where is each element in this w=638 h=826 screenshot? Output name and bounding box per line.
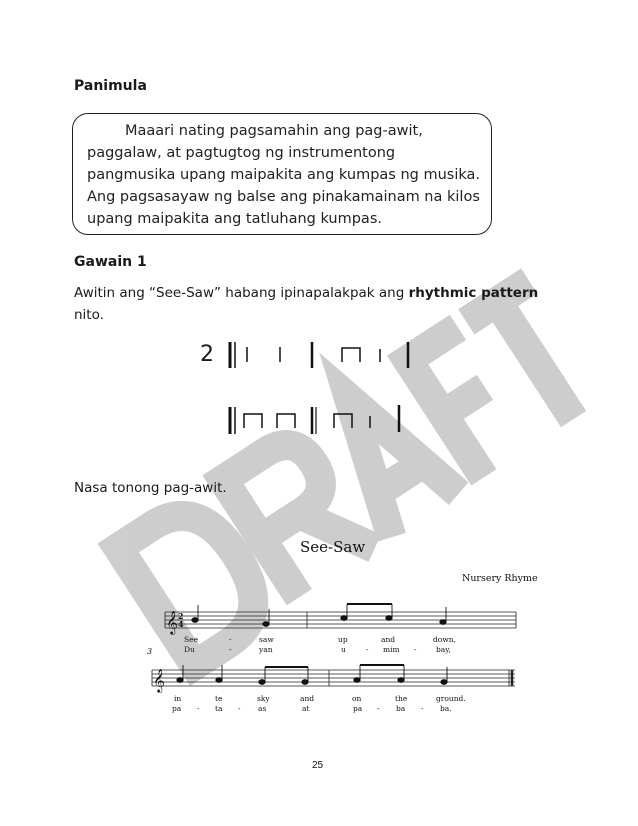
lyric: on — [352, 694, 362, 703]
lyric: up — [338, 635, 348, 644]
instruction-text: Awitin ang “See-Saw” habang ipinapalakpak ang — [74, 285, 409, 301]
lyric: and — [381, 635, 396, 644]
lyric: bay, — [436, 645, 451, 654]
instruction-bold: rhythmic pattern — [408, 285, 539, 301]
lyric: See — [184, 635, 199, 644]
lyric: down, — [433, 635, 456, 644]
lyric: - — [366, 645, 369, 654]
lyric: pa — [172, 704, 182, 713]
lyric: Du — [184, 645, 195, 654]
lyric: ba. — [440, 704, 452, 713]
lyric: saw — [259, 635, 274, 644]
lyric: mim — [383, 645, 400, 654]
lyric: pa — [353, 704, 363, 713]
page-number: 25 — [312, 760, 324, 771]
lyric: ground. — [436, 694, 466, 703]
lyric: - — [229, 645, 232, 654]
lyric: in — [174, 694, 182, 703]
intro-line-1: Maaari nating pagsamahin ang pag-awit, — [125, 123, 423, 139]
lyric: the — [395, 694, 408, 703]
svg-text:2: 2 — [178, 611, 184, 621]
lyric: - — [421, 704, 424, 713]
activity-heading: Gawain 1 — [74, 254, 147, 270]
lyric: - — [229, 635, 232, 644]
song-title: See-Saw — [300, 538, 366, 556]
intro-heading: Panimula — [74, 78, 147, 94]
lyric: ta — [215, 704, 223, 713]
intro-line-2: paggalaw, at pagtugtog ng instrumentong — [87, 145, 396, 161]
measure-number: 3 — [147, 647, 153, 656]
lyric: yan — [259, 645, 273, 654]
lyric: - — [238, 704, 241, 713]
tone-line: Nasa tonong pag-awit. — [74, 480, 227, 496]
lyric: u — [341, 645, 346, 654]
lyric: at — [302, 704, 310, 713]
instruction-text-end: nito. — [74, 307, 104, 323]
lyric: - — [414, 645, 417, 654]
svg-text:4: 4 — [178, 619, 184, 629]
song-credit: Nursery Rhyme — [462, 573, 538, 584]
time-signature: 2 — [200, 342, 214, 367]
treble-clef: 𝄞 — [153, 668, 165, 692]
lyric: as — [258, 704, 267, 713]
intro-line-3: pangmusika upang maipakita ang kumpas ng musika. — [87, 167, 480, 183]
lyric: te — [215, 694, 223, 703]
lyric: and — [300, 694, 315, 703]
lyric: - — [197, 704, 200, 713]
intro-line-5: upang maipakita ang tatluhang kumpas. — [87, 211, 382, 227]
lyric: ba — [396, 704, 406, 713]
lyric: sky — [257, 694, 270, 703]
intro-line-4: Ang pagsasayaw ng balse ang pinakamainam na kilos — [87, 189, 480, 205]
lyric: - — [377, 704, 380, 713]
treble-clef: 𝄞 — [166, 610, 178, 634]
